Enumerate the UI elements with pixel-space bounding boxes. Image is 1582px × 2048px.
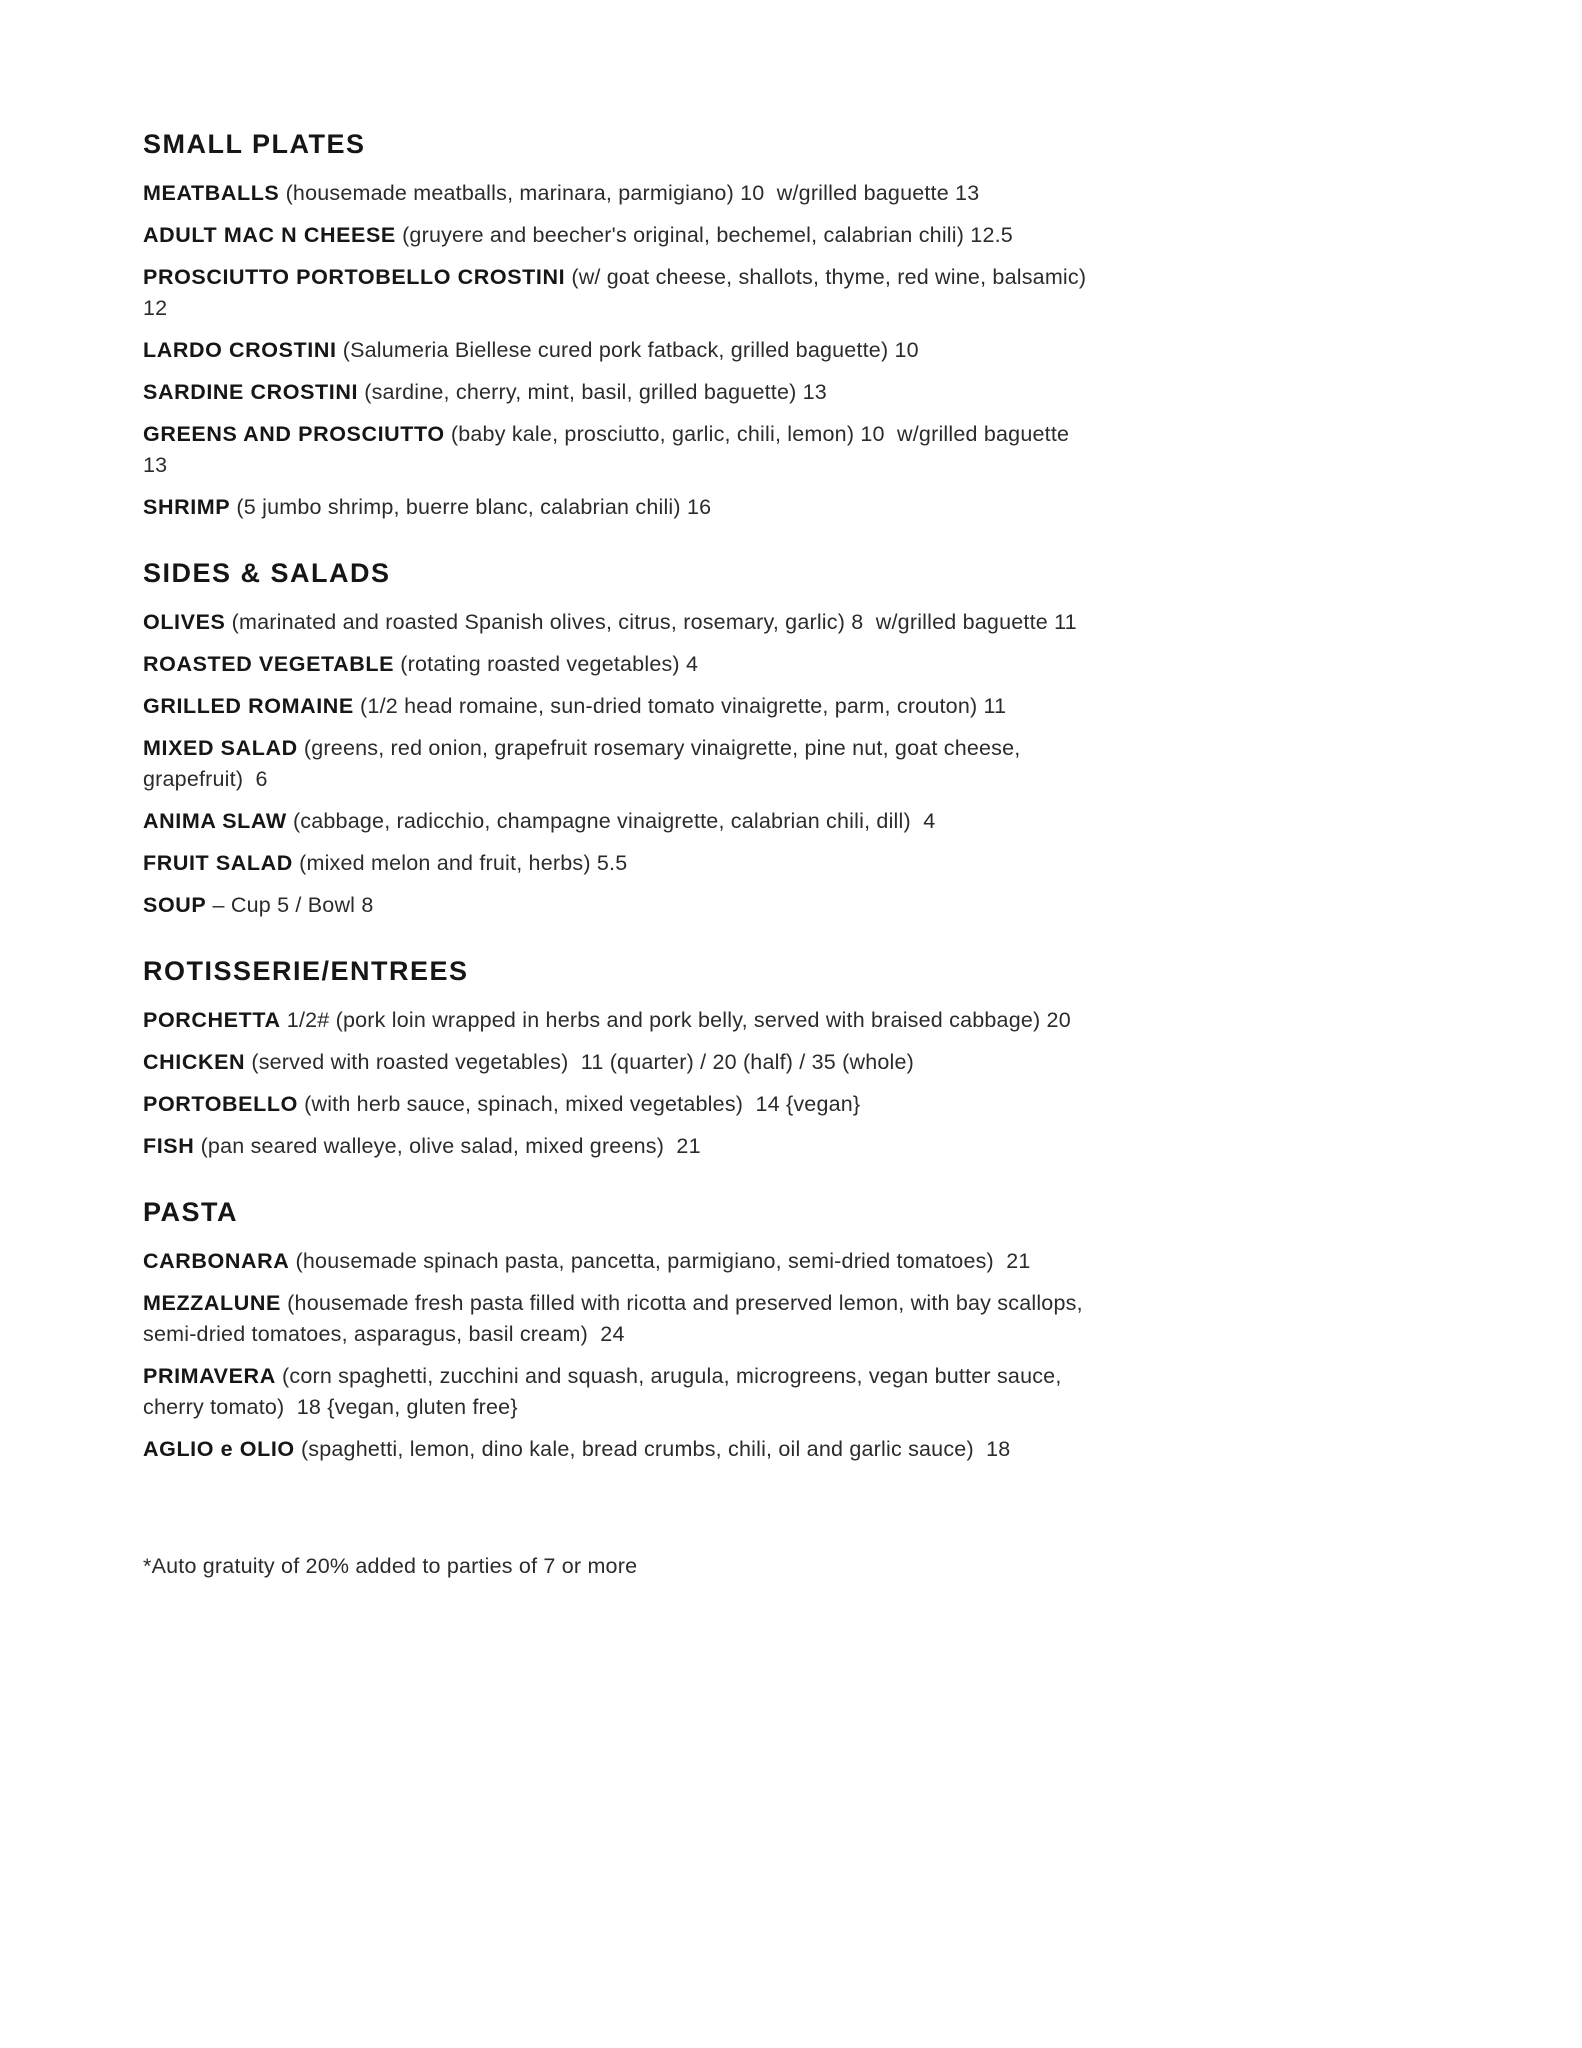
menu-item [143, 1005, 1093, 1036]
item-desc: (sardine, cherry, mint, basil, grilled baguette) 13 [364, 380, 827, 404]
item-desc: (housemade meatballs, marinara, parmigiano) 10 w/grilled baguette 13 [285, 181, 980, 205]
menu-item [143, 1089, 1093, 1120]
item-name: PROSCIUTTO PORTOBELLO CROSTINI [143, 265, 566, 289]
menu-item [143, 607, 1093, 638]
menu-item [143, 1047, 1093, 1078]
menu-item [143, 178, 1093, 209]
menu-item [143, 220, 1093, 251]
menu-item [143, 377, 1093, 408]
menu-item [143, 335, 1093, 366]
section-rotisserie-entrees [143, 955, 1093, 1162]
item-name: GRILLED ROMAINE [143, 694, 354, 718]
menu-item [143, 691, 1093, 722]
item-name: MEZZALUNE [143, 1291, 281, 1315]
item-name: GREENS AND PROSCIUTTO [143, 422, 445, 446]
item-name: LARDO CROSTINI [143, 338, 337, 362]
menu-item [143, 890, 1093, 921]
item-name: SARDINE CROSTINI [143, 380, 359, 404]
item-name: ADULT MAC N CHEESE [143, 223, 396, 247]
menu-item [143, 806, 1093, 837]
menu-item [143, 492, 1093, 523]
item-desc: (pan seared walleye, olive salad, mixed greens) 21 [200, 1134, 701, 1158]
item-name: FISH [143, 1134, 195, 1158]
section-title: SMALL PLATES [143, 129, 366, 159]
item-desc: (cabbage, radicchio, champagne vinaigrette, calabrian chili, dill) 4 [292, 809, 936, 833]
item-desc: (corn spaghetti, zucchini and squash, arugula, microgreens, vegan butter sauce, cherry tomato) 18 {vegan, gluten free} [143, 1364, 1068, 1419]
section-title: ROTISSERIE/ENTREES [143, 956, 469, 986]
section-small-plates [143, 128, 1099, 523]
section-sides-salads [143, 557, 1093, 921]
item-name: MEATBALLS [143, 181, 280, 205]
section-pasta [143, 1196, 1093, 1465]
menu-item [143, 649, 1093, 680]
item-desc: (served with roasted vegetables) 11 (quarter) / 20 (half) / 35 (whole) [251, 1050, 915, 1074]
item-name: ROASTED VEGETABLE [143, 652, 395, 676]
item-name: AGLIO e OLIO [143, 1437, 295, 1461]
menu-item [143, 733, 1093, 795]
item-name: PRIMAVERA [143, 1364, 276, 1388]
item-desc: (greens, red onion, grapefruit rosemary vinaigrette, pine nut, goat cheese, grapefruit) 6 [143, 736, 1027, 791]
menu-item [143, 262, 1099, 324]
item-desc: (baby kale, prosciutto, garlic, chili, lemon) 10 w/grilled baguette 13 [143, 422, 1076, 477]
menu-item [143, 1131, 1093, 1162]
menu-item [143, 1361, 1093, 1423]
item-desc: 1/2# (pork loin wrapped in herbs and pork belly, served with braised cabbage) 20 [286, 1008, 1071, 1032]
item-desc: (5 jumbo shrimp, buerre blanc, calabrian chili) 16 [236, 495, 712, 519]
item-name: PORCHETTA [143, 1008, 281, 1032]
footer-note: *Auto gratuity of 20% added to parties of 7 or more [143, 1554, 638, 1578]
menu-item [143, 1288, 1093, 1350]
menu-item [143, 1246, 1093, 1277]
item-name: ANIMA SLAW [143, 809, 287, 833]
item-desc: (1/2 head romaine, sun-dried tomato vinaigrette, parm, crouton) 11 [360, 694, 1007, 718]
item-name: OLIVES [143, 610, 226, 634]
item-desc: (mixed melon and fruit, herbs) 5.5 [299, 851, 628, 875]
item-desc: – Cup 5 / Bowl 8 [212, 893, 374, 917]
item-desc: (w/ goat cheese, shallots, thyme, red wine, balsamic) 12 [143, 265, 1099, 320]
item-name: CHICKEN [143, 1050, 246, 1074]
menu-item [143, 1434, 1093, 1465]
item-name: SOUP [143, 893, 207, 917]
item-desc: (housemade fresh pasta filled with ricotta and preserved lemon, with bay scallops, semi-dried tomatoes, asparagus, basil cream) 24 [143, 1291, 1089, 1346]
item-desc: (rotating roasted vegetables) 4 [400, 652, 699, 676]
item-name: MIXED SALAD [143, 736, 298, 760]
item-desc: (Salumeria Biellese cured pork fatback, grilled baguette) 10 [342, 338, 919, 362]
item-name: SHRIMP [143, 495, 231, 519]
item-name: PORTOBELLO [143, 1092, 298, 1116]
menu-page [143, 128, 1099, 1604]
item-desc: (spaghetti, lemon, dino kale, bread crumbs, chili, oil and garlic sauce) 18 [300, 1437, 1011, 1461]
item-desc: (with herb sauce, spinach, mixed vegetables) 14 {vegan} [304, 1092, 861, 1116]
menu-item [143, 848, 1093, 879]
menu-item [143, 419, 1093, 481]
item-name: CARBONARA [143, 1249, 290, 1273]
item-name: FRUIT SALAD [143, 851, 293, 875]
item-desc: (housemade spinach pasta, pancetta, parmigiano, semi-dried tomatoes) 21 [295, 1249, 1031, 1273]
section-title: SIDES & SALADS [143, 558, 391, 588]
item-desc: (marinated and roasted Spanish olives, citrus, rosemary, garlic) 8 w/grilled baguette 11 [231, 610, 1077, 634]
item-desc: (gruyere and beecher's original, bechemel, calabrian chili) 12.5 [402, 223, 1013, 247]
section-title: PASTA [143, 1197, 238, 1227]
